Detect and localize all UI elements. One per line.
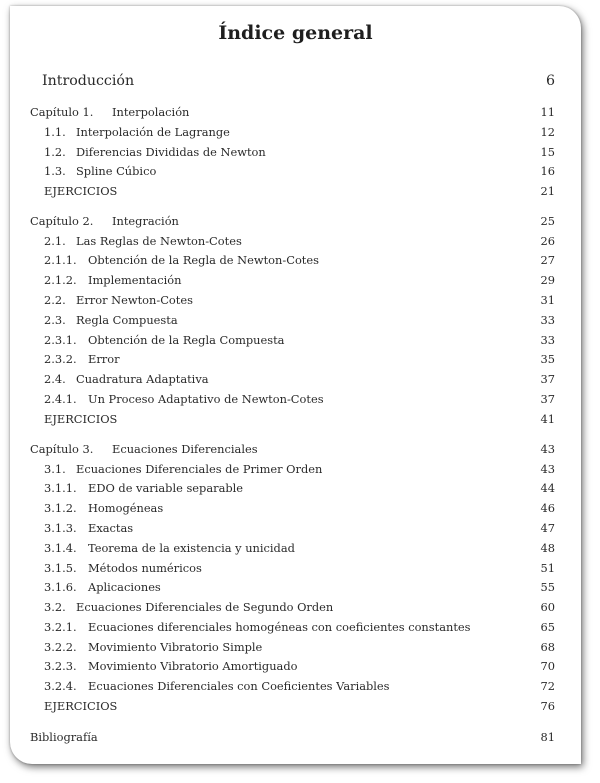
toc-entry[interactable] (30, 213, 555, 230)
toc-entry-page: 29 (540, 273, 555, 287)
toc-entry-page: 35 (540, 352, 555, 366)
toc-entry-page: 51 (540, 561, 555, 575)
toc-entry-text (44, 272, 181, 289)
toc-entry[interactable] (30, 698, 555, 715)
toc-entry-title: Movimiento Vibratorio Amortiguado (88, 659, 298, 673)
toc-entry-page: 55 (540, 580, 555, 594)
toc-entry-text (30, 104, 189, 121)
toc-entry-title: Aplicaciones (88, 580, 161, 594)
toc-entry[interactable] (30, 292, 555, 309)
toc-entry-number: 2.3. (44, 313, 66, 327)
toc-entry-page: 48 (540, 541, 555, 555)
toc-entry-page: 27 (540, 253, 555, 267)
toc-entry-number: 3.1. (44, 462, 66, 476)
toc-entry[interactable] (30, 480, 555, 497)
toc-entry-text (44, 163, 156, 180)
toc-entry-text (44, 560, 202, 577)
toc-entry-title: Error Newton-Cotes (76, 293, 193, 307)
toc-entry-title: Las Reglas de Newton-Cotes (76, 234, 242, 248)
page-title: Índice general (218, 22, 373, 44)
toc-entry-text (44, 183, 117, 200)
toc-entry-number: Capítulo 3. (30, 442, 94, 456)
toc-entry-text (42, 73, 134, 90)
toc-entry-text (44, 500, 163, 517)
toc-entry[interactable] (30, 144, 555, 161)
toc-entry-title: Error (88, 352, 120, 366)
toc-entry-title: Cuadratura Adaptativa (76, 372, 209, 386)
toc-entry-title: Diferencias Divididas de Newton (76, 145, 266, 159)
toc-entry-title: Un Proceso Adaptativo de Newton-Cotes (88, 392, 324, 406)
toc-entry[interactable] (30, 351, 555, 368)
toc-entry-title: Ecuaciones diferenciales homogéneas con coeficientes constantes (88, 620, 471, 634)
toc-entry-page: 6 (545, 73, 555, 89)
toc-entry-text (44, 658, 298, 675)
toc-entry-number: 2.3.2. (44, 352, 77, 366)
toc-entry[interactable] (30, 124, 555, 141)
toc-entry-page: 21 (540, 184, 555, 198)
toc-entry-page: 68 (540, 640, 555, 654)
toc-entry-number: 3.1.4. (44, 541, 77, 555)
toc-entry[interactable] (30, 599, 555, 616)
toc-entry-title: Métodos numéricos (88, 561, 202, 575)
toc-entry-page: 12 (540, 125, 555, 139)
toc-entry-page: 37 (540, 392, 555, 406)
toc-entry-page: 60 (540, 600, 555, 614)
toc-entry-text (44, 540, 295, 557)
toc-entry[interactable] (30, 639, 555, 656)
toc-entry-title: EJERCICIOS (44, 184, 118, 198)
toc-entry[interactable] (30, 183, 555, 200)
toc-entry-title: Ecuaciones Diferenciales con Coeficientes Variables (88, 679, 390, 693)
toc-entry[interactable] (30, 619, 555, 636)
toc-page (10, 6, 581, 764)
toc-entry-text (44, 579, 161, 596)
toc-entry-page: 65 (540, 620, 555, 634)
toc-entry[interactable] (30, 441, 555, 458)
toc-entry-number: Capítulo 1. (30, 105, 94, 119)
toc-entry[interactable] (30, 272, 555, 289)
toc-entry[interactable] (30, 500, 555, 517)
toc-entry-text (30, 441, 258, 458)
toc-entry-title: Bibliografía (30, 730, 98, 744)
toc-entry-text (44, 144, 266, 161)
toc-entry[interactable] (30, 560, 555, 577)
toc-entry-text (44, 520, 133, 537)
toc-entry-number: 3.2. (44, 600, 66, 614)
toc-entry-text (44, 698, 117, 715)
toc-entry-title: Ecuaciones Diferenciales (112, 442, 258, 456)
toc-entry[interactable] (30, 163, 555, 180)
toc-entry-text (44, 252, 319, 269)
toc-entry-page: 26 (540, 234, 555, 248)
toc-entry-text (30, 213, 179, 230)
toc-entry[interactable] (30, 252, 555, 269)
toc-entry-page: 43 (540, 442, 555, 456)
toc-entry[interactable] (30, 371, 555, 388)
toc-entry-number: 2.1. (44, 234, 66, 248)
toc-entry[interactable] (30, 540, 555, 557)
toc-entry-page: 15 (540, 145, 555, 159)
toc-entry-number: 3.1.3. (44, 521, 77, 535)
toc-entry-title: Regla Compuesta (76, 313, 178, 327)
toc-entry-page: 25 (540, 214, 555, 228)
toc-entry[interactable] (30, 233, 555, 250)
toc-entry-number: 2.2. (44, 293, 66, 307)
toc-entry-number: 2.1.1. (44, 253, 77, 267)
toc-entry-number: 3.1.2. (44, 501, 77, 515)
toc-entry-number: 3.2.4. (44, 679, 77, 693)
toc-entry-title: EJERCICIOS (44, 412, 118, 426)
toc-entry-page: 72 (540, 679, 555, 693)
toc-entry-text (44, 332, 284, 349)
toc-entry-text (44, 639, 262, 656)
toc-entry-text (44, 312, 178, 329)
toc-entry-page: 11 (540, 105, 555, 119)
toc-entry-page: 37 (540, 372, 555, 386)
toc-entry-number: 3.1.6. (44, 580, 77, 594)
toc-entry-page: 81 (540, 730, 555, 744)
toc-entry-title: Ecuaciones Diferenciales de Primer Orden (76, 462, 323, 476)
toc-entry-number: 2.4.1. (44, 392, 77, 406)
toc-entry-text (30, 729, 98, 746)
toc-entry-page: 44 (540, 481, 555, 495)
toc-entry[interactable] (30, 73, 555, 90)
toc-entry-page: 31 (540, 293, 555, 307)
toc-entry-text (44, 599, 333, 616)
toc-entry[interactable] (30, 332, 555, 349)
toc-entry[interactable] (30, 312, 555, 329)
toc-entry-number: 1.1. (44, 125, 66, 139)
toc-entry[interactable] (30, 579, 555, 596)
toc-entry[interactable] (30, 391, 555, 408)
toc-entry-number: 3.2.3. (44, 659, 77, 673)
toc-entry-text (44, 351, 120, 368)
toc-entry-number: 3.1.1. (44, 481, 77, 495)
toc-entry-page: 70 (540, 659, 555, 673)
toc-entry-title: Obtención de la Regla de Newton-Cotes (88, 253, 319, 267)
toc-entry-page: 33 (540, 313, 555, 327)
toc-entry-text (44, 292, 193, 309)
toc-entry-number: 1.2. (44, 145, 66, 159)
toc-entry-number: 1.3. (44, 164, 66, 178)
toc-entry-text (44, 124, 230, 141)
toc-entry-page: 47 (540, 521, 555, 535)
toc-entry-title: Movimiento Vibratorio Simple (88, 640, 263, 654)
toc-entry-title: Ecuaciones Diferenciales de Segundo Orden (76, 600, 334, 614)
toc-entry-text (44, 371, 209, 388)
toc-entry-text (44, 461, 322, 478)
toc-entry-page: 46 (540, 501, 555, 515)
toc-entry-title: Implementación (88, 273, 182, 287)
toc-entry-title: Homogéneas (88, 501, 164, 515)
toc-entry-title: Exactas (88, 521, 134, 535)
toc-entry-text (44, 391, 324, 408)
toc-entry-title: Obtención de la Regla Compuesta (88, 333, 285, 347)
toc-entry-page: 33 (540, 333, 555, 347)
toc-entry-title: Introducción (42, 73, 135, 89)
toc-entry-title: Integración (112, 214, 179, 228)
toc-entry-page: 16 (540, 164, 555, 178)
toc-entry-page: 43 (540, 462, 555, 476)
toc-entry-text (44, 233, 242, 250)
toc-entry-number: Capítulo 2. (30, 214, 94, 228)
toc-entry-text (44, 619, 470, 636)
toc-entry[interactable] (30, 678, 555, 695)
toc-entry-number: 3.2.2. (44, 640, 77, 654)
toc-entry-page: 41 (540, 412, 555, 426)
toc-entry-number: 2.3.1. (44, 333, 77, 347)
toc-entry-number: 2.1.2. (44, 273, 77, 287)
toc-entry-title: Interpolación (112, 105, 190, 119)
toc-entry[interactable] (30, 104, 555, 121)
toc-entry[interactable] (30, 520, 555, 537)
toc-entry[interactable] (30, 411, 555, 428)
toc-entry-text (44, 411, 117, 428)
toc-entry-number: 2.4. (44, 372, 66, 386)
toc-entry-page: 76 (540, 699, 555, 713)
toc-entry[interactable] (30, 729, 555, 746)
toc-entry-text (44, 480, 243, 497)
toc-entry-title: EJERCICIOS (44, 699, 118, 713)
toc-entry-title: Interpolación de Lagrange (76, 125, 230, 139)
toc-entry-text (44, 678, 390, 695)
toc-entry-title: Teorema de la existencia y unicidad (88, 541, 295, 555)
toc-entry[interactable] (30, 658, 555, 675)
toc-entry-number: 3.2.1. (44, 620, 77, 634)
toc-entry-title: Spline Cúbico (76, 164, 157, 178)
toc-entry-title: EDO de variable separable (88, 481, 244, 495)
toc-entry-number: 3.1.5. (44, 561, 77, 575)
toc-entry[interactable] (30, 461, 555, 478)
